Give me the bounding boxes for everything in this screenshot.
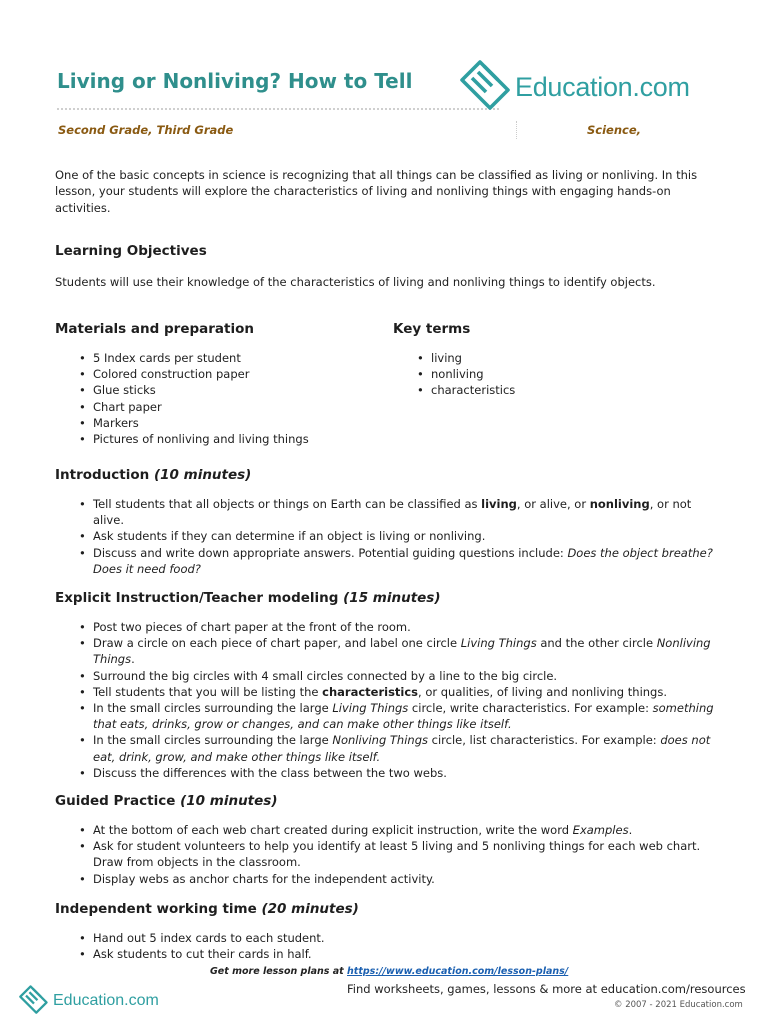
list-item: • Surround the big circles with 4 small circles connected by a line to the big circle.	[55, 668, 717, 684]
list-item: • Ask students if they can determine if an object is living or nonliving.	[55, 528, 717, 544]
materials-heading: Materials and preparation	[55, 321, 254, 337]
more-lesson-plans: Get more lesson plans at https://www.education.com/lesson-plans/	[210, 966, 569, 977]
guided-list	[55, 822, 727, 887]
subject: Science,	[587, 123, 642, 137]
footer-logo[interactable]	[18, 983, 178, 1015]
list-item: • nonliving	[393, 366, 693, 382]
introduction-heading: Introduction (10 minutes)	[55, 467, 252, 483]
list-item: • Chart paper	[55, 399, 375, 415]
list-item: • In the small circles surrounding the large Nonliving Things circle, list characteristics. For example: does not eat, drink, grow, and make other things like itself.	[55, 732, 717, 764]
list-item: • Colored construction paper	[55, 366, 375, 382]
list-item: • Discuss and write down appropriate answers. Potential guiding questions include: Does the object breathe? Does it need food?	[55, 545, 717, 577]
key-terms-heading: Key terms	[393, 321, 471, 337]
list-item: • Tell students that all objects or things on Earth can be classified as living, or alive, or nonliving, or not alive.	[55, 496, 717, 528]
brand-name: Education.com	[515, 72, 690, 102]
list-item: • Glue sticks	[55, 382, 375, 398]
lesson-plans-link[interactable]: https://www.education.com/lesson-plans/	[347, 966, 569, 977]
independent-heading: Independent working time (20 minutes)	[55, 901, 359, 917]
page-title: Living or Nonliving? How to Tell	[57, 69, 413, 93]
grade-levels: Second Grade, Third Grade	[58, 123, 234, 137]
education-logo[interactable]	[458, 58, 718, 110]
list-item: • living	[393, 350, 693, 366]
list-item: • Hand out 5 index cards to each student.	[55, 930, 717, 946]
materials-list	[55, 350, 375, 447]
list-item: • 5 Index cards per student	[55, 350, 375, 366]
introduction-list	[55, 496, 717, 577]
pencil-logo-icon	[458, 58, 514, 110]
list-item: • Pictures of nonliving and living things	[55, 431, 375, 447]
list-item: • At the bottom of each web chart created during explicit instruction, write the word Examples.	[55, 822, 727, 838]
list-item: • characteristics	[393, 382, 693, 398]
meta-divider	[516, 121, 517, 139]
title-divider	[57, 108, 499, 110]
list-item: • In the small circles surrounding the large Living Things circle, write characteristics. For example: something that eats, drinks, grow or changes, and can make other things like itself.	[55, 700, 717, 732]
list-item: • Post two pieces of chart paper at the front of the room.	[55, 619, 717, 635]
pencil-logo-icon	[18, 983, 50, 1015]
list-item: • Tell students that you will be listing the characteristics, or qualities, of living and nonliving things.	[55, 684, 717, 700]
objectives-text: Students will use their knowledge of the characteristics of living and nonliving things to identify objects.	[55, 275, 656, 289]
brand-name: Education.com	[53, 992, 159, 1009]
list-item: • Draw a circle on each piece of chart paper, and label one circle Living Things and the other circle Nonliving Things.	[55, 635, 717, 667]
list-item: • Ask students to cut their cards in half.	[55, 946, 717, 962]
independent-list	[55, 930, 717, 962]
guided-heading: Guided Practice (10 minutes)	[55, 793, 278, 809]
explicit-list	[55, 619, 717, 781]
copyright: © 2007 - 2021 Education.com	[614, 1000, 743, 1010]
objectives-heading: Learning Objectives	[55, 243, 207, 259]
list-item: • Display webs as anchor charts for the independent activity.	[55, 871, 727, 887]
list-item: • Discuss the differences with the class between the two webs.	[55, 765, 717, 781]
intro-paragraph: One of the basic concepts in science is recognizing that all things can be classified as living or nonliving. In this lesson, your students will explore the characteristics of living and nonliving things with engaging hands-on activities.	[55, 168, 698, 215]
list-item: • Markers	[55, 415, 375, 431]
key-terms-list	[393, 350, 693, 399]
list-item: • Ask for student volunteers to help you identify at least 5 living and 5 nonliving things for each web chart. Draw from objects in the classroom.	[55, 838, 727, 870]
footer-resources-text: Find worksheets, games, lessons & more at education.com/resources	[347, 982, 746, 996]
explicit-heading: Explicit Instruction/Teacher modeling (15 minutes)	[55, 590, 441, 606]
